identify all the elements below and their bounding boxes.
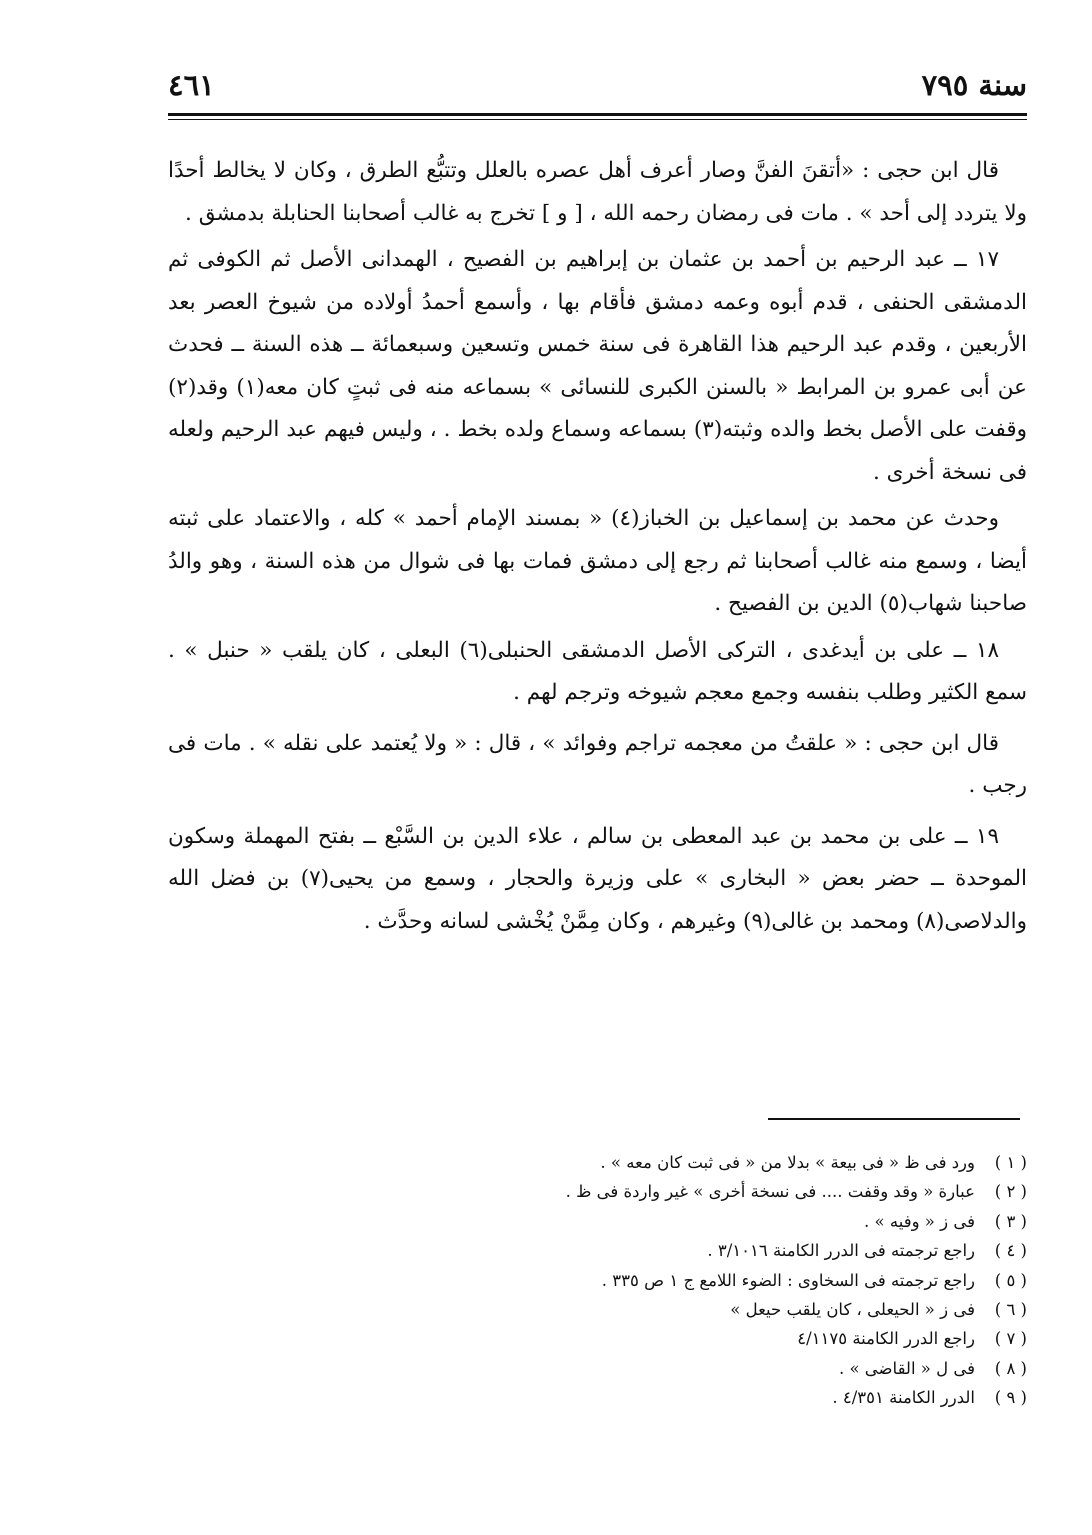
- footnote: [400, 1148, 1027, 1177]
- paragraph-ibn-hijji-quote: قال ابن حجى : «أتقنَ الفنَّ وصار أعرف أهل عصره بالعلل وتتبُّع الطرق ، وكان لا يخالط أحدًا ولا يتردد إلى أحد » . مات فى رمضان رحمه الله ، [ و ] تخرج به غالب أصحابنا الحنابلة بدمشق .: [168, 158, 1027, 226]
- footnote-text: الدرر الكامنة ٤/٣٥١ .: [832, 1388, 975, 1408]
- footnote-number: ( ٨ ): [994, 1358, 1027, 1378]
- footnote-text: راجع الدرر الكامنة ٤/١١٧٥: [797, 1329, 975, 1349]
- paragraph-ibn-hijji-mujam: قال ابن حجى : « علقتُ من معجمه تراجم وفوائد » ، قال : « ولا يُعتمد على نقله » . مات فى رجب .: [168, 730, 1027, 798]
- footnote-text: فى ز « وفيه » .: [864, 1211, 975, 1231]
- footnote-text: فى ل « القاضى » .: [838, 1358, 975, 1378]
- footnote-text: ورد فى ظ « فى بيعة » بدلا من « فى ثبت كان معه » .: [600, 1153, 975, 1172]
- footnote: [400, 1266, 1027, 1295]
- footnote-text: فى ز « الحيعلى ، كان يلقب حيعل »: [730, 1300, 975, 1320]
- footnote-number: ( ٢ ): [994, 1182, 1027, 1202]
- footnote-number: ( ٧ ): [994, 1329, 1027, 1349]
- footnote-number: ( ٤ ): [994, 1241, 1027, 1261]
- paragraph-musnad-ahmad: وحدث عن محمد بن إسماعيل بن الخباز(٤) « بمسند الإمام أحمد » كله ، والاعتماد على ثبته أيضا ، وسمع منه غالب أصحابنا ثم رجع إلى دمشق فمات بها فى شوال من هذه السنة ، وهو والدُ صاحبنا شهاب(٥) الدين بن الفصيح .: [168, 506, 1027, 616]
- header-rule-thin: [168, 119, 1027, 120]
- entry-18-ali-ibn-aydughdi: ١٨ ــ على بن أيدغدى ، التركى الأصل الدمشقى الحنبلى(٦) البعلى ، كان يلقب « حنبل » . سمع الكثير وطلب بنفسه وجمع معجم شيوخه وترجم لهم .: [168, 637, 1027, 705]
- footnote-text: راجع ترجمته فى السخاوى : الضوء اللامع ج ١ ص ٣٣٥ .: [601, 1270, 975, 1290]
- footnote: [400, 1177, 1027, 1206]
- footnote-number: ( ٩ ): [994, 1388, 1027, 1408]
- footnote-separator: [768, 1118, 1020, 1120]
- footnote-number: ( ٥ ): [994, 1270, 1027, 1290]
- footnote: [400, 1383, 1027, 1412]
- footnote: [400, 1354, 1027, 1383]
- footnote-number: ( ٣ ): [994, 1211, 1027, 1231]
- footnote-number: ( ٦ ): [994, 1300, 1027, 1320]
- footnote-text: راجع ترجمته فى الدرر الكامنة ٣/١٠١٦ .: [707, 1241, 975, 1261]
- footnotes: [400, 1148, 1027, 1413]
- header-rule-thick: [168, 113, 1027, 116]
- footnote: [400, 1236, 1027, 1265]
- page-number: ٤٦١: [168, 68, 215, 102]
- footnote: [400, 1207, 1027, 1236]
- footnote: [400, 1295, 1027, 1324]
- page-header: [168, 62, 1027, 102]
- footnote: [400, 1324, 1027, 1353]
- footnote-number: ( ١ ): [994, 1153, 1027, 1172]
- footnote-text: عبارة « وقد وقفت .... فى نسخة أخرى » غير واردة فى ظ .: [565, 1182, 975, 1202]
- main-text: [168, 150, 1027, 943]
- entry-17-abd-al-rahim: ١٧ ــ عبد الرحيم بن أحمد بن عثمان بن إبراهيم بن الفصيح ، الهمدانى الأصل ثم الكوفى ثم الدمشقى الحنفى ، قدم أبوه وعمه دمشق فأقام بها ، وأسمع أحمدُ أولاده من شيوخ العصر بعد الأربعين ، وقدم عبد الرحيم هذا القاهرة فى سنة خمس وتسعين وسبعمائة ــ هذه السنة ــ فحدث عن أبى عمرو بن المرابط « بالسنن الكبرى للنسائى » بسماعه منه فى ثبتٍ كان معه(١) وقد(٢) وقفت على الأصل بخط والده وثبته(٣) بسماعه وسماع ولده بخط . ، وليس فيهم عبد الرحيم ولعله فى نسخة أخرى .: [168, 247, 1028, 485]
- entry-19-ali-ibn-muhammad: ١٩ ــ على بن محمد بن عبد المعطى بن سالم ، علاء الدين بن السَّبْع ــ بفتح المهملة وسكون الموحدة ــ حضر بعض « البخارى » على وزيرة والحجار ، وسمع من يحيى(٧) بن فضل الله والدلاصى(٨) ومحمد بن غالى(٩) وغيرهم ، وكان مِمَّنْ يُخْشى لسانه وحدَّث .: [168, 823, 1027, 934]
- running-head-year: سنة ٧٩٥: [921, 68, 1027, 102]
